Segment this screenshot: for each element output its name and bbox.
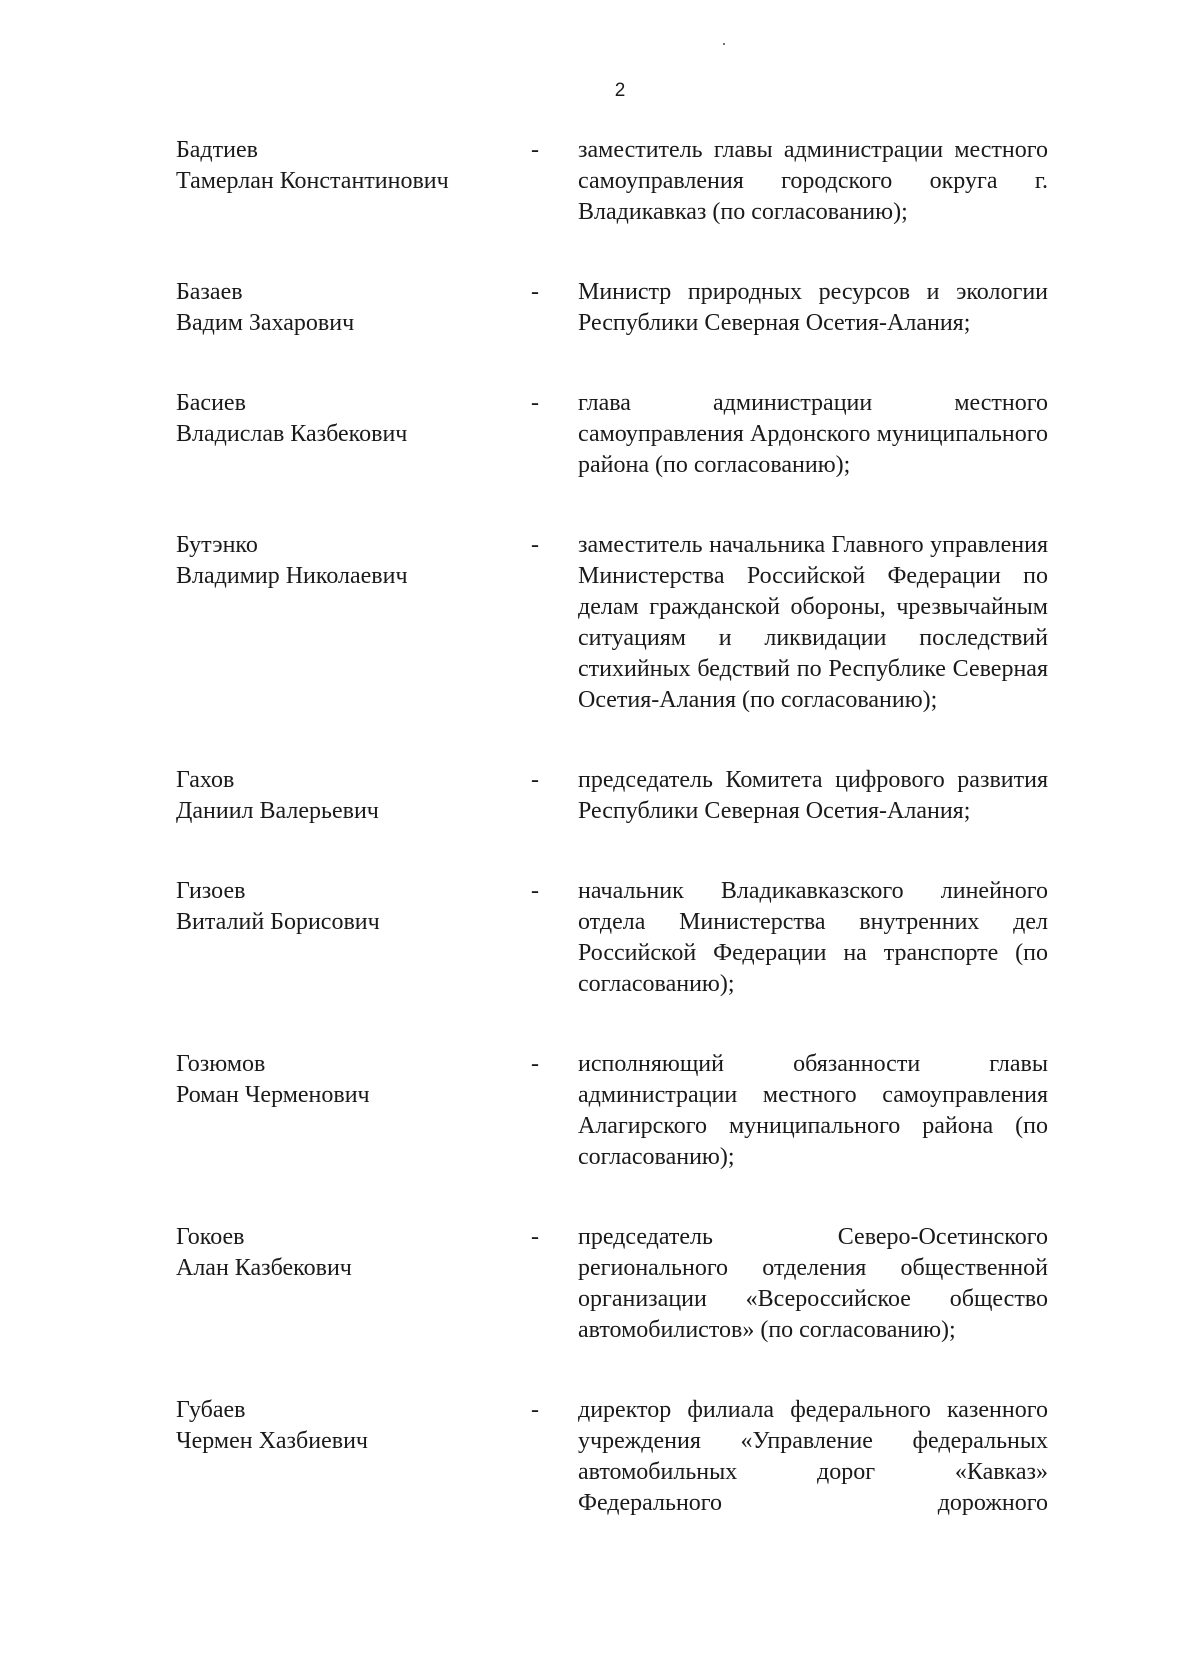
member-name (176, 530, 516, 592)
member-name (176, 135, 516, 197)
member-entry (0, 765, 1200, 827)
member-name (176, 1395, 516, 1457)
member-surname: Губаев (176, 1397, 246, 1423)
member-given-names: Владимир Николаевич (176, 563, 408, 589)
member-role: председатель Северо-Осетинского регионального отделения общественной организации «Всероссийское общество автомобилистов» (по согласованию); (578, 1224, 1048, 1343)
member-entry (0, 876, 1200, 1000)
dash-separator: - (531, 279, 539, 305)
member-role: директор филиала федерального казенного учреждения «Управление федеральных автомобильных дорог «Кавказ» Федерального дорожного (578, 1397, 1048, 1516)
member-name (176, 1222, 516, 1284)
member-surname: Басиев (176, 390, 246, 416)
member-role: заместитель начальника Главного управления Министерства Российской Федерации по делам гражданской обороны, чрезвычайным ситуациям и ликвидации последствий стихийных бедствий по Республике Северная Осетия-Алания (по согласованию); (578, 532, 1048, 713)
member-entry (0, 530, 1200, 716)
member-given-names: Виталий Борисович (176, 909, 380, 935)
member-given-names: Чермен Хазбиевич (176, 1428, 368, 1454)
member-entry (0, 1395, 1200, 1519)
dash-separator: - (531, 532, 539, 558)
member-role: заместитель главы администрации местного самоуправления городского округа г. Владикавказ (по согласованию); (578, 137, 1048, 225)
member-entry (0, 388, 1200, 481)
dash-separator: - (531, 1051, 539, 1077)
member-list (0, 135, 1200, 1519)
member-given-names: Даниил Валерьевич (176, 798, 379, 824)
member-given-names: Вадим Захарович (176, 310, 355, 336)
page-number: 2 (614, 80, 626, 101)
dash-separator: - (531, 390, 539, 416)
dash-separator: - (531, 1397, 539, 1423)
member-entry (0, 1049, 1200, 1173)
member-entry (0, 277, 1200, 339)
member-role: исполняющий обязанности главы администрации местного самоуправления Алагирского муниципального района (по согласованию); (578, 1051, 1048, 1170)
dash-separator: - (531, 767, 539, 793)
member-surname: Бутэнко (176, 532, 258, 558)
member-surname: Базаев (176, 279, 243, 305)
member-given-names: Алан Казбекович (176, 1255, 352, 1281)
member-role: начальник Владикавказского линейного отдела Министерства внутренних дел Российской Федерации на транспорте (по согласованию); (578, 878, 1048, 997)
member-entry (0, 1222, 1200, 1346)
dash-separator: - (531, 137, 539, 163)
member-surname: Гозюмов (176, 1051, 266, 1077)
member-given-names: Роман Черменович (176, 1082, 370, 1108)
scan-speck (723, 43, 725, 45)
member-given-names: Тамерлан Константинович (176, 168, 449, 194)
member-name (176, 765, 516, 827)
dash-separator: - (531, 1224, 539, 1250)
member-entry (0, 135, 1200, 228)
member-role: председатель Комитета цифрового развития Республики Северная Осетия-Алания; (578, 767, 1048, 824)
member-name (176, 876, 516, 938)
member-name (176, 1049, 516, 1111)
member-role: Министр природных ресурсов и экологии Республики Северная Осетия-Алания; (578, 279, 1048, 336)
member-surname: Бадтиев (176, 137, 258, 163)
member-role: глава администрации местного самоуправления Ардонского муниципального района (по согласованию); (578, 390, 1048, 478)
member-surname: Гахов (176, 767, 235, 793)
member-given-names: Владислав Казбекович (176, 421, 408, 447)
dash-separator: - (531, 878, 539, 904)
member-surname: Гизоев (176, 878, 246, 904)
member-name (176, 277, 516, 339)
member-name (176, 388, 516, 450)
member-surname: Гокоев (176, 1224, 245, 1250)
